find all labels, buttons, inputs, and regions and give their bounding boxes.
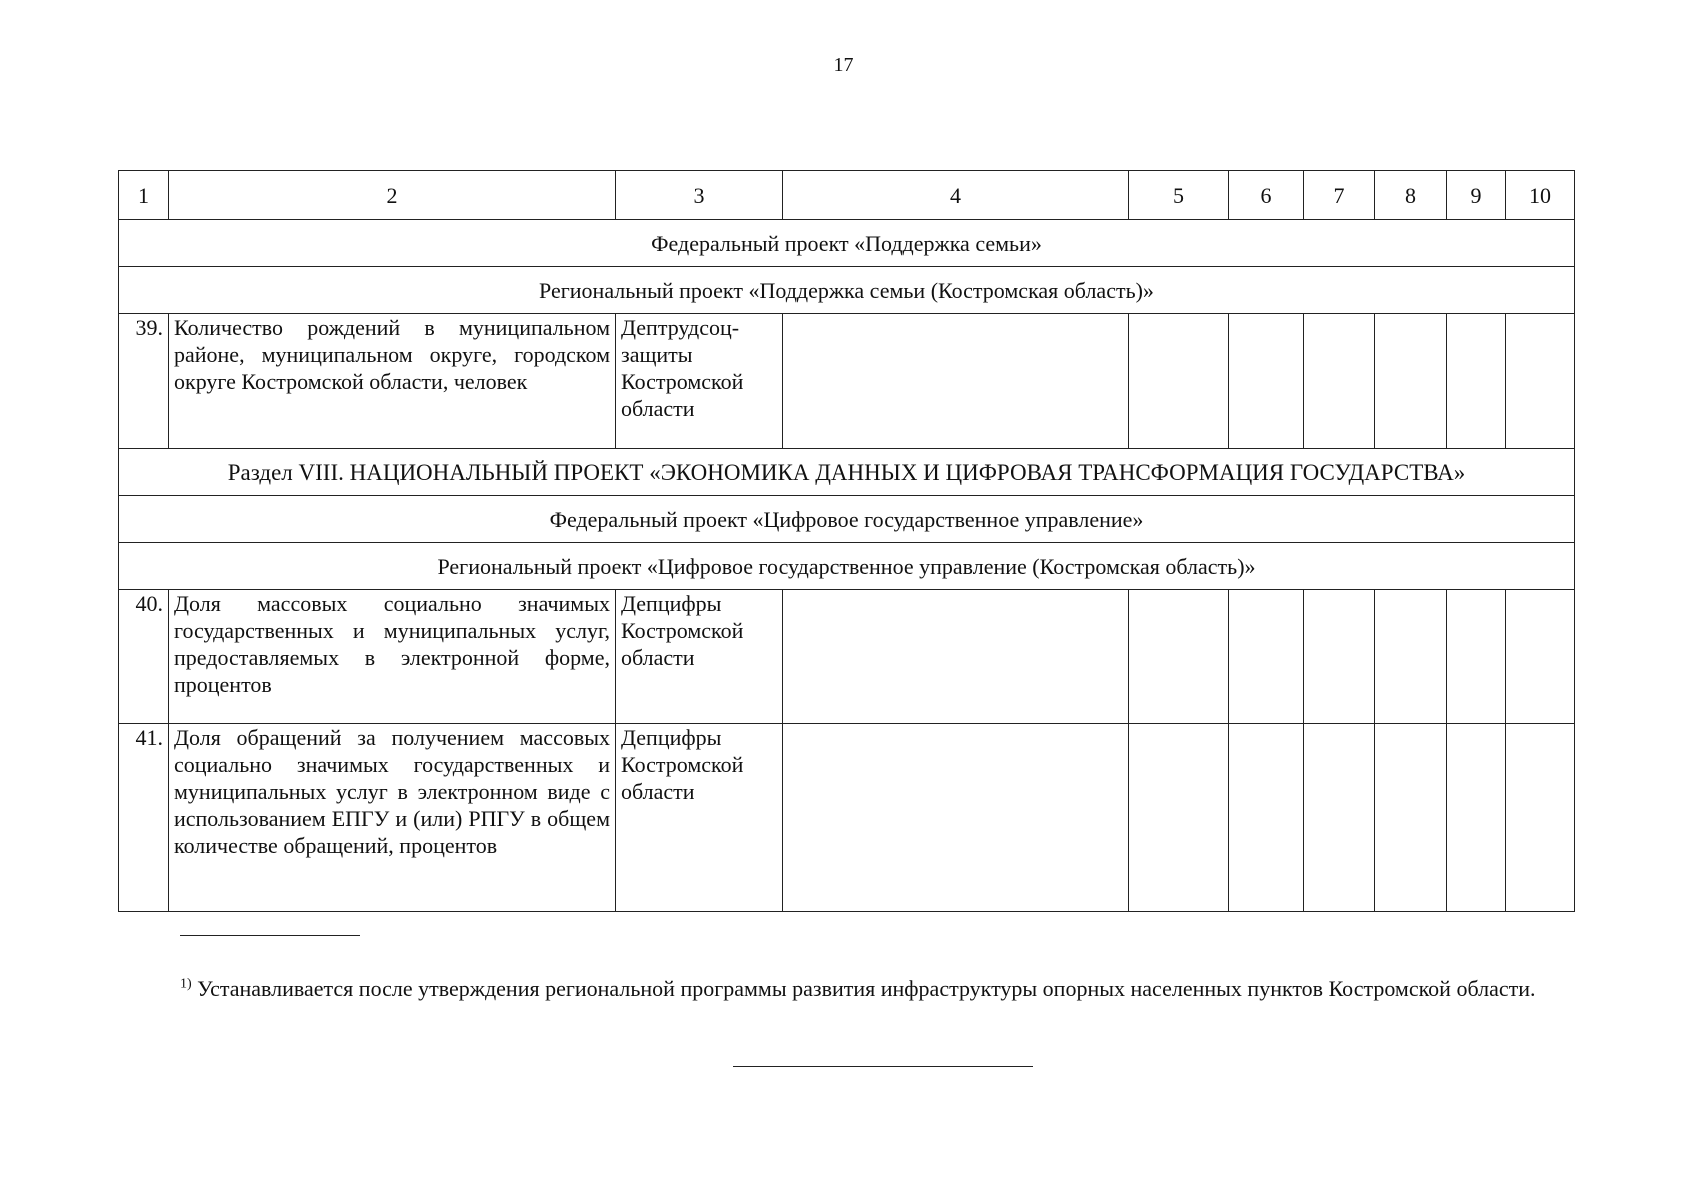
column-header: 4 (783, 171, 1129, 220)
empty-cell (1375, 724, 1447, 912)
section-row (119, 543, 1575, 590)
empty-cell (1506, 724, 1575, 912)
empty-cell (1304, 590, 1375, 724)
empty-cell (1375, 590, 1447, 724)
row-number: 40. (119, 590, 169, 724)
section-row (119, 496, 1575, 543)
section-title: Раздел VIII. НАЦИОНАЛЬНЫЙ ПРОЕКТ «ЭКОНОМИКА ДАННЫХ И ЦИФРОВАЯ ТРАНСФОРМАЦИЯ ГОСУДАРСТВА» (119, 449, 1575, 496)
regional-project-title: Региональный проект «Поддержка семьи (Костромская область)» (119, 267, 1575, 314)
end-of-document-line (733, 1066, 1033, 1067)
empty-cell (1447, 314, 1506, 449)
empty-cell (1506, 314, 1575, 449)
row-number: 41. (119, 724, 169, 912)
indicator-name: Доля массовых социально значимых государственных и муниципальных услуг, предоставляемых в электронной форме, процентов (169, 590, 616, 724)
table-row (119, 590, 1575, 724)
footnote-separator (180, 935, 360, 936)
empty-cell (1375, 314, 1447, 449)
column-header: 3 (616, 171, 783, 220)
federal-project-title: Федеральный проект «Поддержка семьи» (119, 220, 1575, 267)
indicators-table (118, 170, 1575, 912)
empty-cell (1129, 724, 1229, 912)
empty-cell (783, 314, 1129, 449)
section-row (119, 267, 1575, 314)
column-header: 10 (1506, 171, 1575, 220)
empty-cell (1304, 314, 1375, 449)
indicator-name: Доля обращений за получением массовых социально значимых государственных и муниципальных услуг в электронном виде с использованием ЕПГУ и (или) РПГУ в общем количестве обращений, процентов (169, 724, 616, 912)
regional-project-title: Региональный проект «Цифровое государственное управление (Костромская область)» (119, 543, 1575, 590)
empty-cell (1304, 724, 1375, 912)
empty-cell (1447, 724, 1506, 912)
empty-cell (1229, 314, 1304, 449)
empty-cell (783, 724, 1129, 912)
section-row (119, 449, 1575, 496)
table-row (119, 724, 1575, 912)
responsible-body: Дептрудсоц-защиты Костромской области (616, 314, 783, 449)
empty-cell (1447, 590, 1506, 724)
responsible-body: Депцифры Костромской области (616, 724, 783, 912)
column-header: 1 (119, 171, 169, 220)
empty-cell (1506, 590, 1575, 724)
empty-cell (1229, 590, 1304, 724)
column-header: 7 (1304, 171, 1375, 220)
empty-cell (1129, 590, 1229, 724)
empty-cell (1229, 724, 1304, 912)
page-number: 17 (833, 54, 854, 76)
footnote (124, 973, 1586, 1005)
footnote-marker: 1) (180, 976, 192, 992)
responsible-body: Депцифры Костромской области (616, 590, 783, 724)
federal-project-title: Федеральный проект «Цифровое государственное управление» (119, 496, 1575, 543)
indicator-name: Количество рождений в муниципальном районе, муниципальном округе, городском округе Костромской области, человек (169, 314, 616, 449)
column-header: 2 (169, 171, 616, 220)
column-header: 9 (1447, 171, 1506, 220)
footnote-text: Устанавливается после утверждения региональной программы развития инфраструктуры опорных населенных пунктов Костромской области. (197, 976, 1536, 1001)
column-header: 6 (1229, 171, 1304, 220)
column-header: 5 (1129, 171, 1229, 220)
column-number-row (119, 171, 1575, 220)
empty-cell (1129, 314, 1229, 449)
table-row (119, 314, 1575, 449)
column-header: 8 (1375, 171, 1447, 220)
row-number: 39. (119, 314, 169, 449)
section-row (119, 220, 1575, 267)
empty-cell (783, 590, 1129, 724)
